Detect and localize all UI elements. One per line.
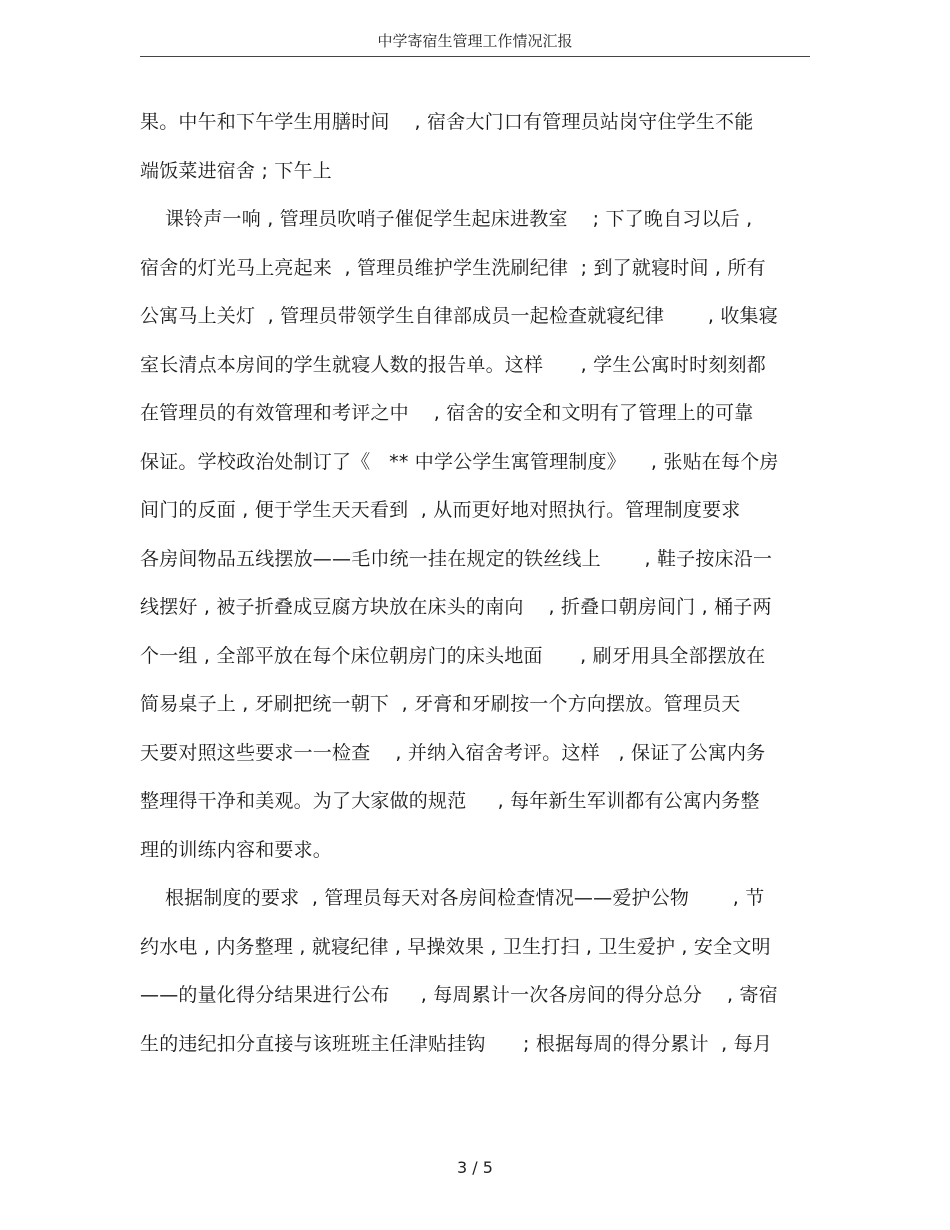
body-line: 端饭菜进宿舍 ; 下午上: [140, 159, 332, 182]
body-line: 约水电 , 内务整理 , 就寝纪律 , 早操效果 , 卫生打扫 , 卫生爱护 , 安全文明: [140, 935, 771, 958]
page-number: 3 / 5: [457, 1158, 493, 1177]
body-line: ——的量化得分结果进行公布 , 每周累计一次各房间的得分总分 , 寄宿: [140, 984, 778, 1006]
body-line: 天要对照这些要求一一检查 , 并纳入宿舍考评。这样 , 保证了公寓内务: [140, 741, 766, 764]
body-line: 理的训练内容和要求。: [140, 838, 333, 861]
body-line: 各房间物品五线摆放——毛巾统一挂在规定的铁丝线上 , 鞋子按床沿一: [140, 547, 773, 570]
body-line: 生的违纪扣分直接与该班班主任津贴挂钩 ; 根据每周的得分累计 , 每月: [140, 1032, 773, 1055]
body-line: 个一组 , 全部平放在每个床位朝房门的床头地面 , 刷牙用具全部摆放在: [140, 644, 766, 667]
body-line: 根据制度的要求 , 管理员每天对各房间检查情况——爱护公物 , 节: [140, 887, 765, 909]
body-line: 保证。学校政治处制订了《 ** 中学公学生寓管理制度》 , 张贴在每个房: [140, 450, 779, 473]
header-divider: [140, 56, 810, 57]
body-line: 公寓马上关灯 , 管理员带领学生自律部成员一起检查就寝纪律 , 收集寝: [140, 305, 778, 327]
body-line: 整理得干净和美观。为了大家做的规范 , 每年新生军训都有公寓内务整: [140, 790, 760, 812]
page-header-title: 中学寄宿生管理工作情况汇报: [377, 32, 573, 50]
body-line: 间门的反面 , 便于学生天天看到 , 从而更好地对照执行。管理制度要求: [140, 499, 741, 521]
body-line: 课铃声一响 , 管理员吹哨子催促学生起床进教室 ; 下了晚自习以后 ,: [140, 208, 753, 230]
body-line: 室长清点本房间的学生就寝人数的报告单。这样 , 学生公寓时时刻刻都: [140, 353, 766, 376]
body-line: 线摆好 , 被子折叠成豆腐方块放在床头的南向 , 折叠口朝房间门 , 桶子两: [140, 596, 772, 618]
body-line: 在管理员的有效管理和考评之中 , 宿舍的安全和文明有了管理上的可靠: [140, 402, 754, 424]
body-line: 宿舍的灯光马上亮起来 , 管理员维护学生洗刷纪律 ; 到了就寝时间 , 所有: [140, 256, 766, 279]
document-body: [140, 110, 810, 1080]
body-line: 简易桌子上 , 牙刷把统一朝下 , 牙膏和牙刷按一个方向摆放。管理员天: [140, 693, 741, 715]
body-line: 果。中午和下午学生用膳时间 , 宿舍大门口有管理员站岗守住学生不能: [140, 111, 754, 133]
